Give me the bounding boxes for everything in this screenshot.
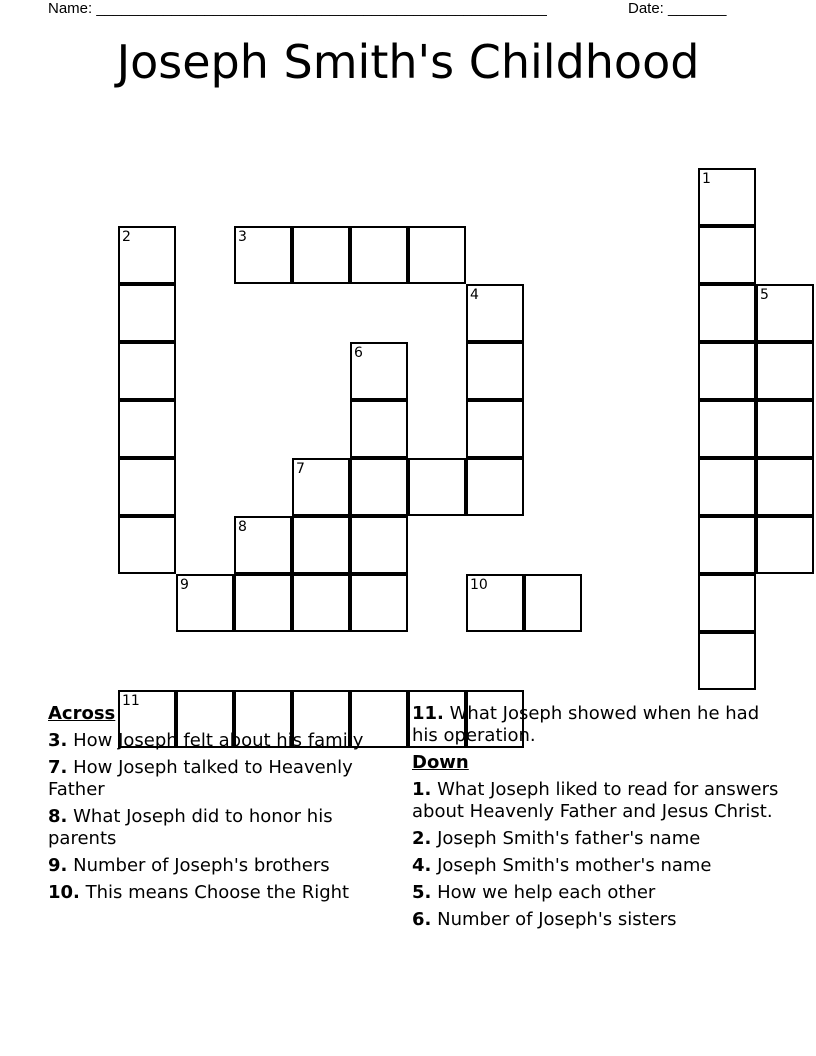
grid-cell[interactable] bbox=[698, 168, 756, 226]
grid-cell[interactable] bbox=[350, 458, 408, 516]
date-line: Date: _______ bbox=[628, 0, 727, 17]
across-clue-11 bbox=[412, 703, 782, 747]
grid-cell[interactable] bbox=[756, 284, 814, 342]
grid-cell[interactable] bbox=[524, 574, 582, 632]
clue-number: 11. bbox=[412, 703, 444, 724]
grid-cell[interactable] bbox=[350, 516, 408, 574]
grid-cell[interactable] bbox=[756, 400, 814, 458]
grid-cell[interactable] bbox=[292, 226, 350, 284]
grid-cell[interactable] bbox=[756, 516, 814, 574]
grid-cell[interactable] bbox=[118, 516, 176, 574]
down-clue-4 bbox=[412, 855, 782, 877]
cell-number: 3 bbox=[238, 229, 247, 245]
grid-cell[interactable] bbox=[698, 458, 756, 516]
grid-cell[interactable] bbox=[756, 342, 814, 400]
grid-cell[interactable] bbox=[292, 458, 350, 516]
clue-text: Number of Joseph's sisters bbox=[437, 909, 677, 930]
header bbox=[0, 0, 816, 20]
cell-number: 8 bbox=[238, 519, 247, 535]
clue-text: What Joseph liked to read for answers about Heavenly Father and Jesus Christ. bbox=[412, 779, 779, 822]
grid-cell[interactable] bbox=[466, 574, 524, 632]
grid-cell[interactable] bbox=[466, 400, 524, 458]
clue-number: 7. bbox=[48, 757, 68, 778]
grid-cell[interactable] bbox=[408, 458, 466, 516]
grid-cell[interactable] bbox=[292, 574, 350, 632]
grid-cell[interactable] bbox=[234, 226, 292, 284]
cell-number: 10 bbox=[470, 577, 488, 593]
grid-cell[interactable] bbox=[176, 574, 234, 632]
grid-cell[interactable] bbox=[466, 342, 524, 400]
cell-number: 6 bbox=[354, 345, 363, 361]
cell-number: 1 bbox=[702, 171, 711, 187]
clue-number: 8. bbox=[48, 806, 68, 827]
clue-text: This means Choose the Right bbox=[85, 882, 350, 903]
clue-text: What Joseph did to honor his parents bbox=[48, 806, 333, 849]
grid-cell[interactable] bbox=[118, 342, 176, 400]
cell-number: 7 bbox=[296, 461, 305, 477]
grid-cell[interactable] bbox=[234, 516, 292, 574]
across-clue-10 bbox=[48, 882, 398, 904]
clue-number: 1. bbox=[412, 779, 432, 800]
name-line: Name: ______________________________________________________ bbox=[48, 0, 547, 17]
grid-cell[interactable] bbox=[698, 574, 756, 632]
clue-text: How we help each other bbox=[437, 882, 656, 903]
clue-number: 5. bbox=[412, 882, 432, 903]
grid-cell[interactable] bbox=[350, 574, 408, 632]
cell-number: 2 bbox=[122, 229, 131, 245]
grid-cell[interactable] bbox=[118, 226, 176, 284]
across-clue-9 bbox=[48, 855, 398, 877]
clue-number: 9. bbox=[48, 855, 68, 876]
grid-cell[interactable] bbox=[698, 632, 756, 690]
clue-number: 6. bbox=[412, 909, 432, 930]
cell-number: 9 bbox=[180, 577, 189, 593]
grid-cell[interactable] bbox=[698, 284, 756, 342]
across-heading: Across bbox=[48, 703, 116, 724]
clue-text: How Joseph felt about his family bbox=[73, 730, 364, 751]
page-title: Joseph Smith's Childhood bbox=[116, 35, 700, 89]
grid-cell[interactable] bbox=[350, 400, 408, 458]
down-clue-1 bbox=[412, 779, 782, 823]
cell-number: 4 bbox=[470, 287, 479, 303]
down-clue-5 bbox=[412, 882, 782, 904]
grid-cell[interactable] bbox=[118, 284, 176, 342]
clue-number: 4. bbox=[412, 855, 432, 876]
grid-cell[interactable] bbox=[350, 226, 408, 284]
grid-cell[interactable] bbox=[698, 516, 756, 574]
cell-number: 11 bbox=[122, 693, 140, 709]
grid-cell[interactable] bbox=[466, 458, 524, 516]
grid-cell[interactable] bbox=[756, 458, 814, 516]
grid-cell[interactable] bbox=[350, 342, 408, 400]
clue-text: How Joseph talked to Heavenly Father bbox=[48, 757, 353, 800]
grid-cell[interactable] bbox=[698, 400, 756, 458]
clue-number: 2. bbox=[412, 828, 432, 849]
grid-cell[interactable] bbox=[118, 400, 176, 458]
grid-cell[interactable] bbox=[698, 342, 756, 400]
clues-right-column bbox=[412, 703, 782, 936]
down-heading: Down bbox=[412, 752, 469, 773]
cell-number: 5 bbox=[760, 287, 769, 303]
clue-number: 10. bbox=[48, 882, 80, 903]
across-clue-7 bbox=[48, 757, 398, 801]
clues-left-column bbox=[48, 703, 398, 909]
grid-cell[interactable] bbox=[698, 226, 756, 284]
grid-cell[interactable] bbox=[234, 574, 292, 632]
clue-number: 3. bbox=[48, 730, 68, 751]
grid-cell[interactable] bbox=[118, 458, 176, 516]
down-clue-6 bbox=[412, 909, 782, 931]
clue-text: Joseph Smith's mother's name bbox=[437, 855, 712, 876]
grid-cell[interactable] bbox=[466, 284, 524, 342]
grid-cell[interactable] bbox=[292, 516, 350, 574]
clue-text: Joseph Smith's father's name bbox=[437, 828, 701, 849]
grid-cell[interactable] bbox=[408, 226, 466, 284]
clue-text: Number of Joseph's brothers bbox=[73, 855, 330, 876]
down-clue-2 bbox=[412, 828, 782, 850]
across-clue-8 bbox=[48, 806, 398, 850]
across-clue-3 bbox=[48, 730, 398, 752]
clue-text: What Joseph showed when he had his operation. bbox=[412, 703, 760, 746]
